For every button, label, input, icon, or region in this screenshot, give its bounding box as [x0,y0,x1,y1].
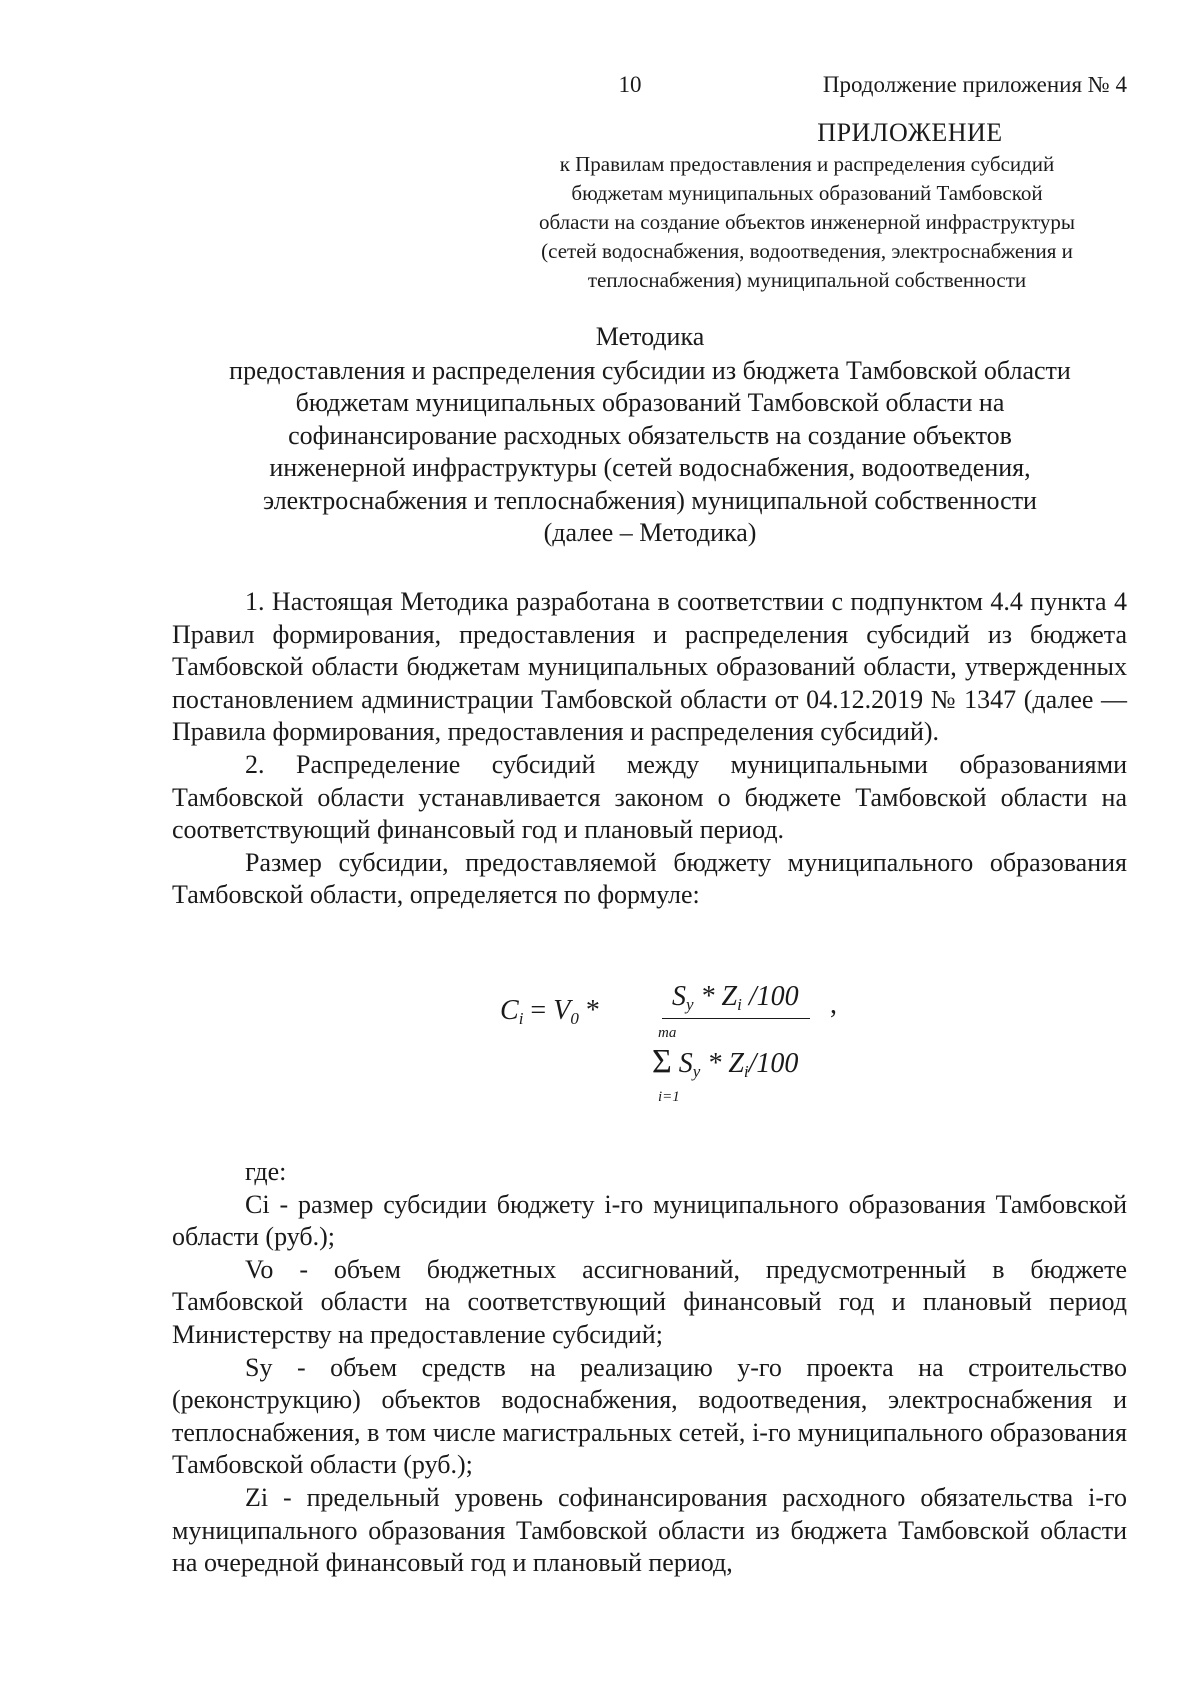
methodology-subtitle-line: предоставления и распределения субсидии из бюджета Тамбовской области [229,356,1071,385]
definitions [172,1156,1127,1580]
continuation-label: Продолжение приложения № 4 [822,72,1127,97]
paragraph-1: 1. Настоящая Методика разработана в соответствии с подпунктом 4.4 пункта 4 Правил формирования, предоставления и распределения субсидий из бюджета Тамбовской области бюджетам муниципальных образований области, утвержденных постановлением администрации Тамбовской области от 04.12.2019 № 1347 (далее — Правила формирования, предоставления и распределения субсидий). [172,587,1127,747]
formula-lhs: $C_i = V_0$ * [500,995,600,1028]
appendix-description-line: теплоснабжения) муниципальной собственности [587,268,1027,292]
subsidy-formula [500,975,960,1125]
definition-zi: Zi - предельный уровень софинансирования расходного обязательства i-го муниципального образования Тамбовской области из бюджета Тамбовской области на очередной финансовый год и плановый период, [172,1482,1127,1578]
body-paragraphs [172,586,1127,912]
appendix-description-line: области на создание объектов инженерной инфраструктуры [538,210,1075,234]
formula-denominator: Σ $S_y * Z_i/100$ [652,1043,799,1081]
appendix-description-line: (сетей водоснабжения, водоотведения, электроснабжения и [541,239,1073,263]
fraction-bar [662,1018,810,1019]
definition-vo: Vo - объем бюджетных ассигнований, предусмотренный в бюджете Тамбовской области на соответствующий финансовый год и плановый период Министерству на предоставление субсидий; [172,1254,1127,1349]
paragraph-2: 2. Распределение субсидий между муниципальными образованиями Тамбовской области устанавливается законом о бюджете Тамбовской области на соответствующий финансовый год и плановый период. [172,749,1127,845]
appendix-description [482,150,1132,295]
page-number: 10 [618,72,642,97]
methodology-title: Методика [595,322,705,351]
where-label: где: [245,1157,287,1186]
sum-lower-limit: i=1 [658,1089,680,1105]
methodology-subtitle [170,355,1130,549]
appendix-title: ПРИЛОЖЕНИЕ [817,118,1003,147]
methodology-subtitle-line: (далее – Методика) [543,518,757,548]
methodology-subtitle-line: электроснабжения и теплоснабжения) муниципальной собственности [263,485,1037,515]
methodology-subtitle-line: бюджетам муниципальных образований Тамбовской области на [295,388,1005,418]
appendix-description-line: бюджетам муниципальных образований Тамбовской [571,181,1043,205]
definition-ci: Ci - размер субсидии бюджету i-го муниципального образования Тамбовской области (руб.); [172,1189,1127,1252]
formula-numerator: $S_y * Z_i$ /100 [672,981,799,1014]
formula-comma: , [830,989,837,1020]
paragraph-3: Размер субсидии, предоставляемой бюджету муниципального образования Тамбовской области, определяется по формуле: [172,847,1127,910]
methodology-subtitle-line: софинансирование расходных обязательств на создание объектов [288,420,1012,450]
definition-sy: Sy - объем средств на реализацию у-го проекта на строительство (реконструкцию) объектов водоснабжения, водоотведения, электроснабжения и теплоснабжения, в том числе магистральных сетей, i-го муниципального образования Тамбовской области (руб.); [172,1352,1127,1480]
sigma-symbol: Σ [652,1043,672,1080]
appendix-description-line: к Правилам предоставления и распределения субсидий [559,152,1055,176]
methodology-subtitle-line: инженерной инфраструктуры (сетей водоснабжения, водоотведения, [269,453,1031,483]
sum-upper-limit: ma [658,1025,677,1041]
